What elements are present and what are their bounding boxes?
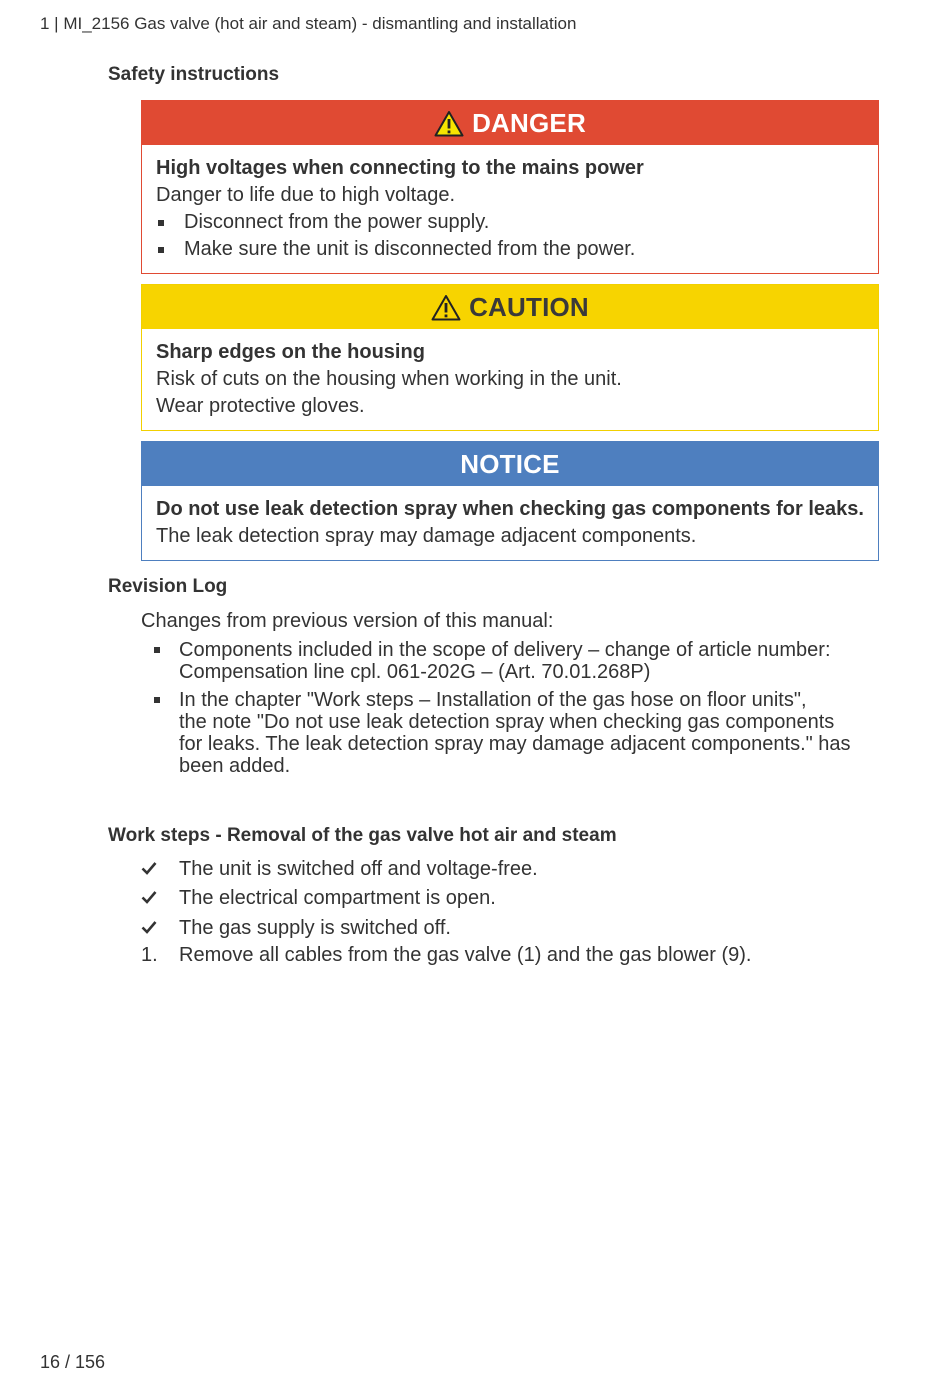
caution-line: Risk of cuts on the housing when working in the unit.: [156, 368, 622, 390]
checkmark-icon: [141, 858, 179, 881]
revision-title: Revision Log: [108, 576, 228, 597]
list-item: Disconnect from the power supply.: [156, 209, 864, 236]
list-item: Make sure the unit is disconnected from the power.: [156, 236, 864, 263]
notice-header: [142, 442, 878, 486]
bullet-icon: [154, 647, 160, 653]
danger-heading: High voltages when connecting to the mains power: [156, 157, 644, 179]
checkmark-icon: [141, 887, 179, 910]
caution-box: [141, 284, 879, 431]
warning-icon: [434, 110, 464, 137]
caution-heading: Sharp edges on the housing: [156, 341, 425, 363]
danger-box: [141, 100, 879, 274]
check-item: The electrical compartment is open.: [141, 887, 496, 910]
step-number: 1.: [141, 944, 158, 966]
warning-icon: [431, 294, 461, 321]
caution-line: Wear protective gloves.: [156, 395, 365, 417]
danger-label: DANGER: [472, 107, 586, 138]
bullet-icon: [154, 697, 160, 703]
revision-intro: Changes from previous version of this manual:: [141, 610, 554, 632]
check-item: The unit is switched off and voltage-free.: [141, 858, 538, 881]
notice-text: The leak detection spray may damage adjacent components.: [156, 525, 697, 547]
danger-text: Danger to life due to high voltage.: [156, 184, 456, 206]
revision-item: Components included in the scope of delivery – change of article number: Compensation line cpl. 061-202G – (Art. 70.01.268P): [179, 639, 831, 683]
page-number: 16 / 156: [40, 1352, 106, 1372]
caution-label: CAUTION: [469, 291, 589, 322]
step-item: [141, 944, 752, 967]
caution-header: [142, 285, 878, 329]
notice-label: NOTICE: [460, 448, 560, 479]
check-item: The gas supply is switched off.: [141, 917, 451, 940]
work-steps-title: Work steps - Removal of the gas valve hot air and steam: [108, 825, 617, 846]
danger-header: [142, 101, 878, 145]
revision-item: In the chapter "Work steps – Installation of the gas hose on floor units", the note "Do not use leak detection spray when checking gas components for leaks. The leak detection spray may damage adjacent components." has been added.: [179, 689, 851, 777]
step-text: Remove all cables from the gas valve (1) and the gas blower (9).: [179, 944, 752, 966]
notice-heading: Do not use leak detection spray when checking gas components for leaks.: [156, 498, 864, 520]
notice-box: [141, 441, 879, 561]
checkmark-icon: [141, 917, 179, 940]
page-header: 1 | MI_2156 Gas valve (hot air and steam) - dismantling and installation: [40, 14, 577, 33]
safety-title: Safety instructions: [108, 64, 280, 85]
